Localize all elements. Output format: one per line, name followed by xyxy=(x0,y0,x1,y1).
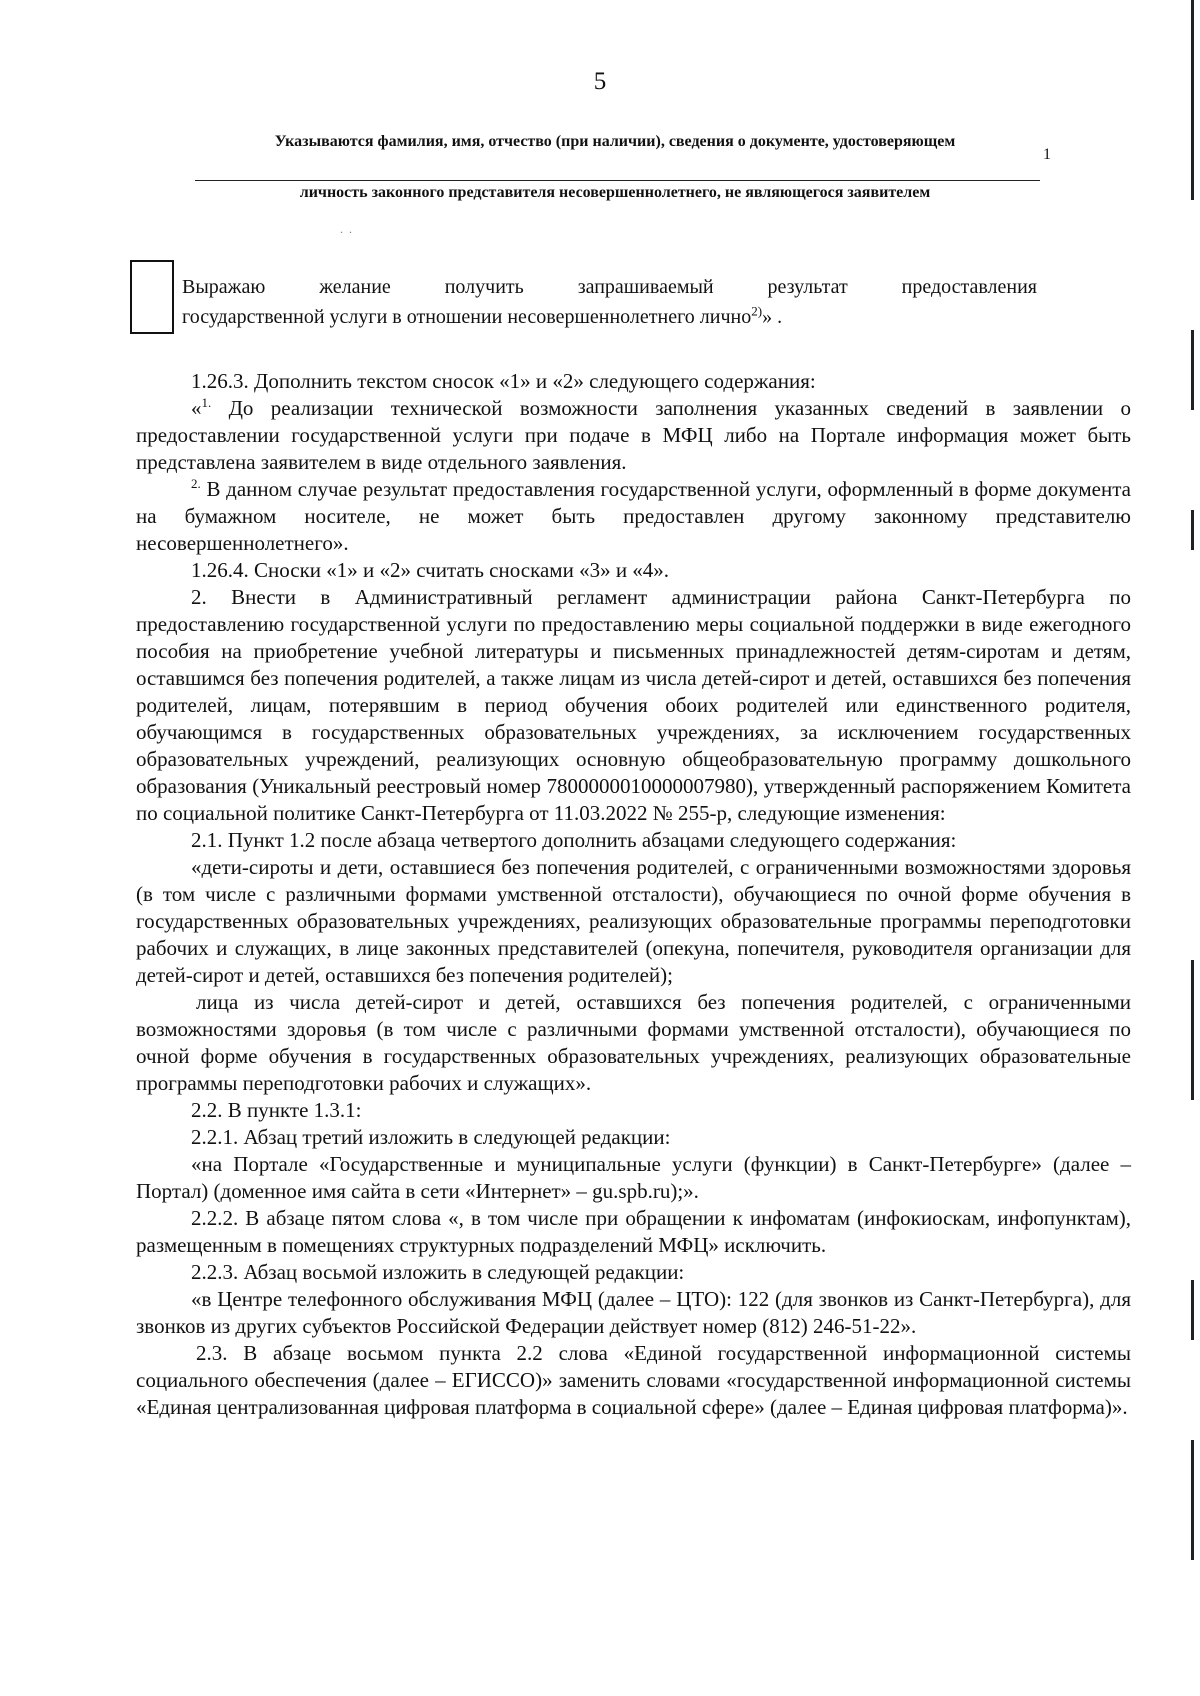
scan-edge-mark xyxy=(1191,510,1194,550)
scan-edge-mark xyxy=(1191,960,1194,1100)
header-caption-line2: личность законного представителя несовершеннолетнего, не являющегося заявителем xyxy=(299,184,931,201)
consent-footnote-ref: 2) xyxy=(751,303,763,319)
para-2-2-3: 2.2.3. Абзац восьмой изложить в следующей редакции: xyxy=(191,1260,685,1284)
para-2-2-1-quote: «на Портале «Государственные и муниципальные услуги (функции) в Санкт-Петербурге» (далее – Портал) (доменное имя сайта в сети «Интернет» – gu.spb.ru);». xyxy=(136,1152,1131,1203)
scan-edge-mark xyxy=(1191,330,1194,410)
para-2-1-quote-1: «дети-сироты и дети, оставшиеся без попечения родителей, с ограниченными возможностями здоровья (в том числе с различными формами умственной отсталости), обучающиеся по очной форме обучения в государственных образовательных учреждениях, реализующих образовательные программы переподготовки рабочих и служащих, в лице законных представителей (опекуна, попечителя, руководителя организации для детей-сирот и детей, оставшихся без попечения родителей); xyxy=(136,855,1131,987)
para-2: 2. Внести в Административный регламент администрации района Санкт-Петербурга по предоставлению государственной услуги по предоставлению меры социальной поддержки в виде ежегодного пособия на приобретение учебной литературы и письменных принадлежностей детям-сиротам и детям, оставшимся без попечения родителей, а также лицам из числа детей-сирот и детей, оставшихся без попечения родителей, лицам, потерявшим в период обучения обоих родителей или единственного родителя, обучающимся в государственных образовательных учреждениях, за исключением государственных образовательных учреждений, реализующих основную общеобразовательную программу дошкольного образования (Уникальный реестровый номер 7800000010000007980), утвержденный распоряжением Комитета по социальной политике Санкт-Петербурга от 11.03.2022 № 255-р, следующие изменения: xyxy=(136,585,1131,825)
scan-edge-mark xyxy=(1191,0,1194,200)
footnote-2-text: В данном случае результат предоставления государственной услуги, оформленный в форме документа на бумажном носителе, не может быть предоставлен другому законному представителю несовершеннолетнего». xyxy=(136,477,1131,555)
scan-noise: . . xyxy=(340,222,352,236)
consent-statement xyxy=(182,272,1037,332)
para-2-2-2: 2.2.2. В абзаце пятом слова «, в том числе при обращении к инфоматам (инфокиоскам, инфопунктам), размещенным в помещениях структурных подразделений МФЦ» исключить. xyxy=(136,1206,1131,1257)
scan-edge-mark xyxy=(1191,1280,1194,1340)
para-2-2-3-quote: «в Центре телефонного обслуживания МФЦ (далее – ЦТО): 122 (для звонков из Санкт-Петербурга), для звонков из других субъектов Российской Федерации действует номер (812) 246-51-22». xyxy=(136,1287,1131,1338)
header-caption-line1: Указываются фамилия, имя, отчество (при наличии), сведения о документе, удостоверяющем xyxy=(274,133,956,150)
consent-checkbox[interactable] xyxy=(130,260,174,334)
consent-line2 xyxy=(182,302,1037,332)
para-2-1-quote-2: лица из числа детей-сирот и детей, оставшихся без попечения родителей, с ограниченными возможностями здоровья (в том числе с различными формами умственной отсталости), обучающиеся по очной форме обучения в государственных образовательных учреждениях, реализующих образовательные программы переподготовки рабочих и служащих». xyxy=(136,990,1131,1095)
consent-line2-tail: » . xyxy=(762,306,783,328)
para-1-26-3: 1.26.3. Дополнить текстом сносок «1» и «2» следующего содержания: xyxy=(191,369,816,393)
header-margin-mark: 1 xyxy=(1043,146,1051,163)
para-footnote-1 xyxy=(136,395,1131,476)
footnote-1-text: До реализации технической возможности заполнения указанных сведений в заявлении о предоставлении государственной услуги при подаче в МФЦ либо на Портале информация может быть представлена заявителем в виде отдельного заявления. xyxy=(136,396,1131,474)
document-body xyxy=(136,368,1131,1421)
header-rule xyxy=(195,180,1040,181)
footnote-2-marker: 2. xyxy=(191,476,201,491)
consent-line1: Выражаю желание получить запрашиваемый результат предоставления xyxy=(182,276,1037,298)
page-number: 5 xyxy=(593,68,607,95)
footnote-1-marker: 1. xyxy=(201,395,212,410)
scan-edge-mark xyxy=(1191,1440,1194,1560)
para-2-2: 2.2. В пункте 1.3.1: xyxy=(191,1098,362,1122)
para-2-2-1: 2.2.1. Абзац третий изложить в следующей редакции: xyxy=(191,1125,671,1149)
consent-line2-text: государственной услуги в отношении несовершеннолетнего лично xyxy=(182,306,752,328)
para-2-1: 2.1. Пункт 1.2 после абзаца четвертого дополнить абзацами следующего содержания: xyxy=(191,828,957,852)
para-1-26-4: 1.26.4. Сноски «1» и «2» считать сносками «3» и «4». xyxy=(191,558,670,582)
para-footnote-2 xyxy=(136,476,1131,557)
footnote-1-quote: « xyxy=(191,396,202,420)
para-2-3: 2.3. В абзаце восьмом пункта 2.2 слова «Единой государственной информационной системы социального обеспечения (далее – ЕГИССО)» заменить словами «государственной информационной системы «Единая централизованная цифровая платформа в социальной сфере» (далее – Единая цифровая платформа)». xyxy=(136,1341,1131,1419)
